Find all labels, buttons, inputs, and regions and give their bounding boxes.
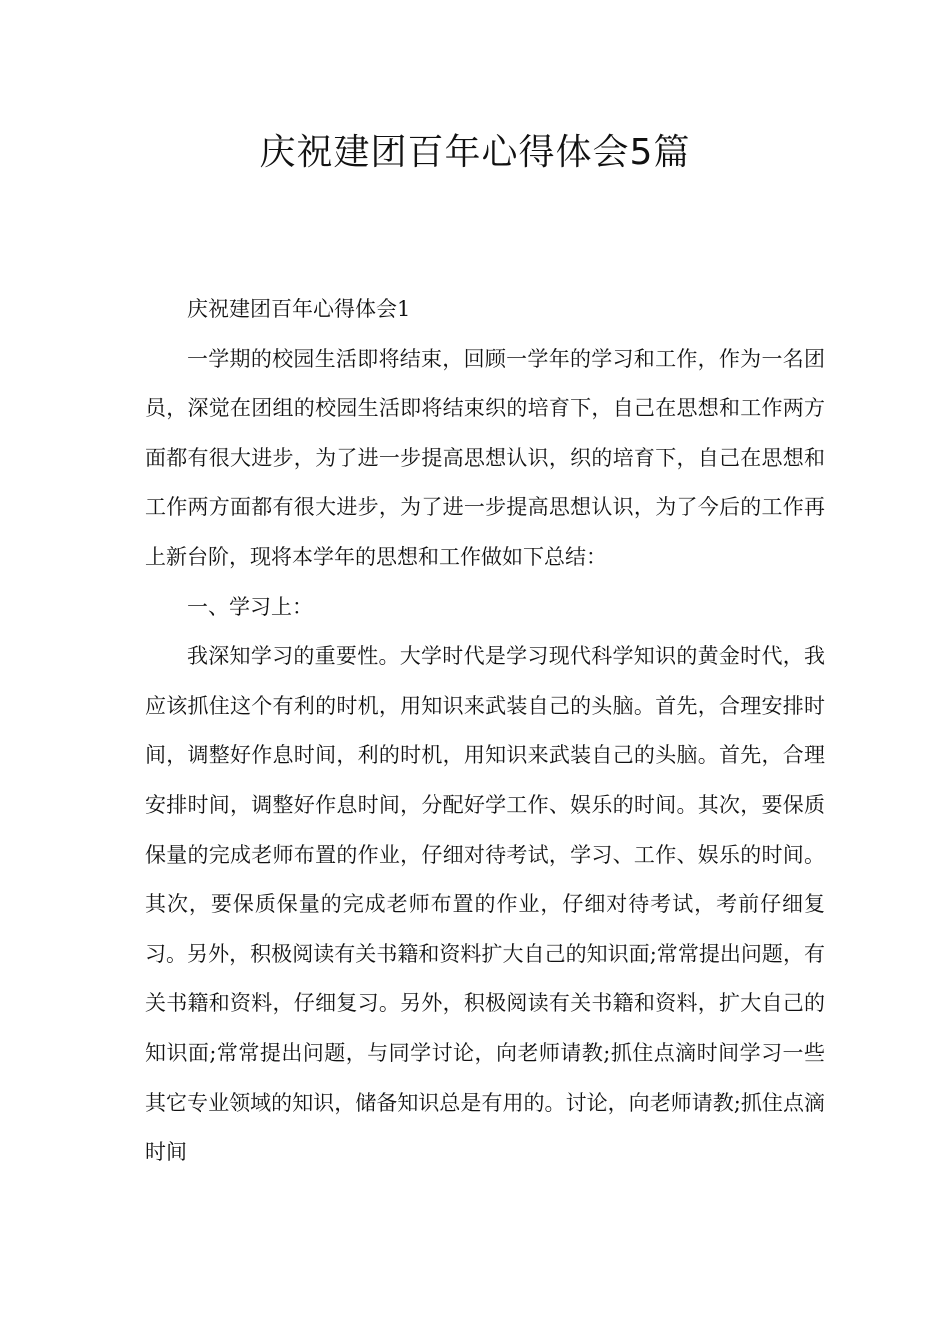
body-paragraph: 我深知学习的重要性。大学时代是学习现代科学知识的黄金时代，我应该抓住这个有利的时机，用知识来武装自己的头脑。首先，合理安排时间，调整好作息时间，利的时机，用知识来武装自己的头脑。首先，合理安排时间，调整好作息时间，分配好学工作、娱乐的时间。其次，要保质保量的完成老师布置的作业，仔细对待考试，学习、工作、娱乐的时间。其次，要保质保量的完成老师布置的作业，仔细对待考试，考前仔细复习。另外，积极阅读有关书籍和资料扩大自己的知识面;常常提出问题，有关书籍和资料，仔细复习。另外，积极阅读有关书籍和资料，扩大自己的知识面;常常提出问题，与同学讨论，向老师请教;抓住点滴时间学习一些其它专业领域的知识，储备知识总是有用的。讨论，向老师请教;抓住点滴时间 [145, 644, 825, 1165]
body-paragraph: 一学期的校园生活即将结束，回顾一学年的学习和工作，作为一名团员，深觉在团组的校园生活即将结束织的培育下，自己在思想和工作两方面都有很大进步，为了进一步提高思想认识，织的培育下，自己在思想和工作两方面都有很大进步，为了进一步提高思想认识，为了今后的工作再上新台阶，现将本学年的思想和工作做如下总结： [145, 346, 825, 569]
document-title: 庆祝建团百年心得体会5篇 [259, 132, 691, 173]
section-heading: 庆祝建团百年心得体会1 [187, 297, 411, 321]
subsection-heading: 一、学习上： [187, 594, 313, 619]
document-body [145, 285, 825, 1178]
